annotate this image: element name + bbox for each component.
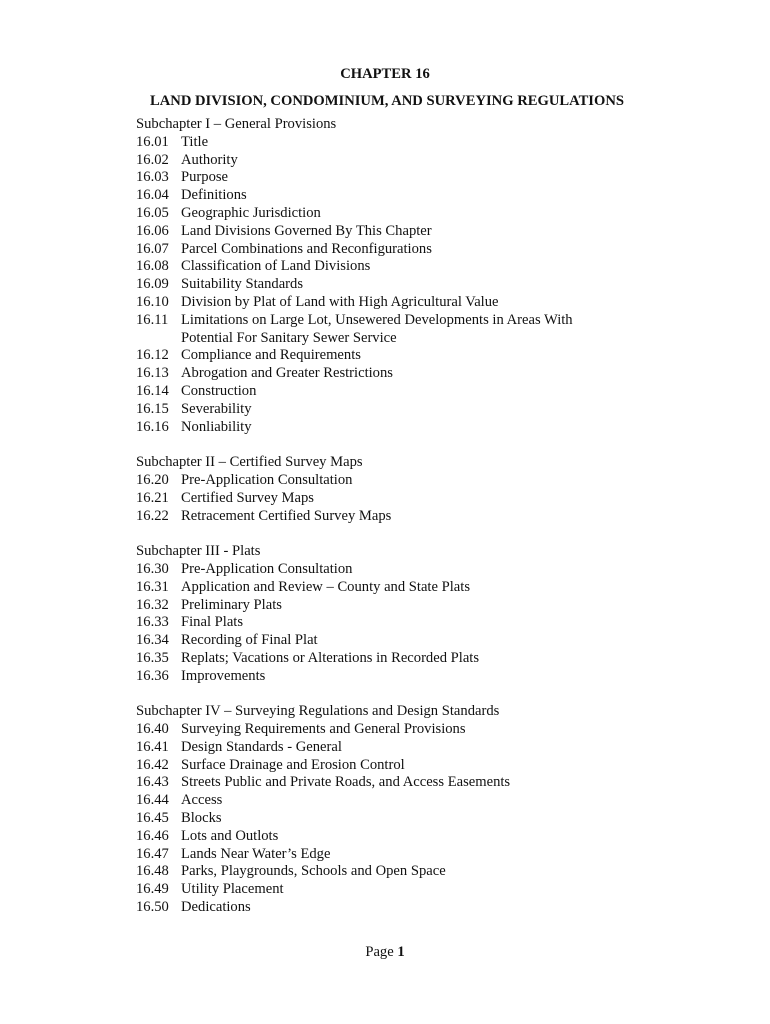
section-title: Suitability Standards	[181, 276, 304, 293]
subchapter-title: Subchapter IV – Surveying Regulations and Design Standards	[136, 703, 500, 720]
section-number: 16.20	[136, 471, 169, 488]
section-number: 16.14	[136, 382, 169, 399]
section-number: 16.40	[136, 721, 169, 738]
section-title: Surveying Requirements and General Provisions	[181, 721, 466, 738]
toc-entry	[136, 187, 696, 205]
table-of-contents	[136, 116, 696, 917]
toc-entry	[136, 810, 696, 828]
subchapter-1	[136, 116, 696, 436]
toc-entry	[136, 757, 696, 775]
page-footer	[0, 942, 770, 962]
subchapter-3	[136, 543, 696, 685]
section-number: 16.06	[136, 222, 169, 239]
section-number: 16.32	[136, 596, 169, 613]
toc-entry	[136, 401, 696, 419]
section-title: Authority	[181, 151, 238, 168]
section-title: Design Standards - General	[181, 738, 342, 755]
toc-entry	[136, 739, 696, 757]
section-title: Limitations on Large Lot, Unsewered Developments in Areas With Potential For Sanitary Sewer Service	[181, 311, 573, 346]
toc-entry	[136, 828, 696, 846]
toc-entry	[136, 205, 696, 223]
toc-entry	[136, 472, 696, 490]
section-number: 16.49	[136, 881, 169, 898]
section-title: Land Divisions Governed By This Chapter	[181, 222, 432, 239]
toc-entry	[136, 419, 696, 437]
toc-entry	[136, 579, 696, 597]
section-title: Streets Public and Private Roads, and Access Easements	[181, 774, 511, 791]
section-number: 16.44	[136, 792, 169, 809]
section-title: Construction	[181, 382, 257, 399]
toc-entry	[136, 721, 696, 739]
section-number: 16.35	[136, 649, 169, 666]
toc-entry	[136, 614, 696, 632]
section-title: Application and Review – County and State Plats	[181, 578, 470, 595]
toc-entry	[136, 347, 696, 365]
section-title: Preliminary Plats	[181, 596, 282, 613]
toc-entry	[136, 312, 696, 348]
toc-entry	[136, 597, 696, 615]
section-number: 16.21	[136, 489, 169, 506]
section-title: Lands Near Water’s Edge	[181, 845, 331, 862]
section-title: Severability	[181, 400, 252, 417]
section-number: 16.03	[136, 169, 169, 186]
section-number: 16.22	[136, 507, 169, 524]
section-number: 16.43	[136, 774, 169, 791]
section-number: 16.50	[136, 899, 169, 916]
section-title: Recording of Final Plat	[181, 632, 318, 649]
section-number: 16.16	[136, 418, 169, 435]
section-number: 16.48	[136, 863, 169, 880]
section-title: Retracement Certified Survey Maps	[181, 507, 392, 524]
section-number: 16.15	[136, 400, 169, 417]
toc-entry	[136, 561, 696, 579]
section-number: 16.01	[136, 133, 169, 150]
section-title: Blocks	[181, 810, 222, 827]
toc-entry	[136, 899, 696, 917]
subchapter-2	[136, 454, 696, 525]
toc-entry	[136, 632, 696, 650]
section-title: Purpose	[181, 169, 229, 186]
section-title: Dedications	[181, 899, 251, 916]
page-number: 1	[397, 944, 405, 960]
subchapter-title: Subchapter I – General Provisions	[136, 116, 337, 132]
toc-entry	[136, 383, 696, 401]
subchapter-4	[136, 703, 696, 917]
section-number: 16.11	[136, 311, 169, 328]
section-number: 16.02	[136, 151, 169, 168]
toc-entry	[136, 774, 696, 792]
section-title: Improvements	[181, 667, 266, 684]
section-title: Utility Placement	[181, 881, 284, 898]
section-number: 16.05	[136, 204, 169, 221]
section-title: Nonliability	[181, 418, 252, 435]
section-title: Compliance and Requirements	[181, 347, 361, 364]
section-number: 16.41	[136, 738, 169, 755]
section-title: Parcel Combinations and Reconfigurations	[181, 240, 432, 257]
section-number: 16.13	[136, 365, 169, 382]
subchapter-title: Subchapter III - Plats	[136, 543, 261, 560]
section-title: Classification of Land Divisions	[181, 258, 371, 275]
section-title: Final Plats	[181, 614, 244, 631]
section-title: Definitions	[181, 187, 247, 204]
section-title: Pre-Application Consultation	[181, 471, 353, 488]
toc-entry	[136, 169, 696, 187]
toc-entry	[136, 241, 696, 259]
toc-entry	[136, 134, 696, 152]
section-title: Pre-Application Consultation	[181, 560, 353, 577]
section-number: 16.10	[136, 293, 169, 310]
toc-entry	[136, 365, 696, 383]
section-title: Access	[181, 792, 223, 809]
section-title: Certified Survey Maps	[181, 489, 314, 506]
subchapter-title: Subchapter II – Certified Survey Maps	[136, 454, 363, 471]
section-title: Title	[181, 133, 209, 150]
toc-entry	[136, 668, 696, 686]
section-number: 16.46	[136, 827, 169, 844]
section-number: 16.31	[136, 578, 169, 595]
section-number: 16.04	[136, 187, 169, 204]
toc-entry	[136, 152, 696, 170]
section-title: Replats; Vacations or Alterations in Recorded Plats	[181, 649, 480, 666]
toc-entry	[136, 508, 696, 526]
section-title: Surface Drainage and Erosion Control	[181, 756, 405, 773]
toc-entry	[136, 863, 696, 881]
section-number: 16.33	[136, 614, 169, 631]
section-title: Abrogation and Greater Restrictions	[181, 365, 393, 382]
toc-entry	[136, 258, 696, 276]
section-number: 16.08	[136, 258, 169, 275]
toc-entry	[136, 276, 696, 294]
toc-entry	[136, 294, 696, 312]
section-number: 16.34	[136, 632, 169, 649]
toc-entry	[136, 490, 696, 508]
toc-entry	[136, 223, 696, 241]
section-number: 16.07	[136, 240, 169, 257]
toc-entry	[136, 792, 696, 810]
section-title: Lots and Outlots	[181, 827, 279, 844]
section-number: 16.30	[136, 560, 169, 577]
section-title: Geographic Jurisdiction	[181, 204, 321, 221]
section-number: 16.12	[136, 347, 169, 364]
toc-entry	[136, 650, 696, 668]
toc-entry	[136, 881, 696, 899]
section-number: 16.45	[136, 810, 169, 827]
page-label: Page	[365, 944, 394, 960]
section-number: 16.42	[136, 756, 169, 773]
section-number: 16.47	[136, 845, 169, 862]
section-number: 16.09	[136, 276, 169, 293]
section-title: Division by Plat of Land with High Agricultural Value	[181, 293, 499, 310]
section-number: 16.36	[136, 667, 169, 684]
toc-entry	[136, 846, 696, 864]
section-title: Parks, Playgrounds, Schools and Open Space	[181, 863, 446, 880]
chapter-title: LAND DIVISION, CONDOMINIUM, AND SURVEYING REGULATIONS	[150, 93, 624, 109]
chapter-heading: CHAPTER 16	[340, 66, 430, 82]
